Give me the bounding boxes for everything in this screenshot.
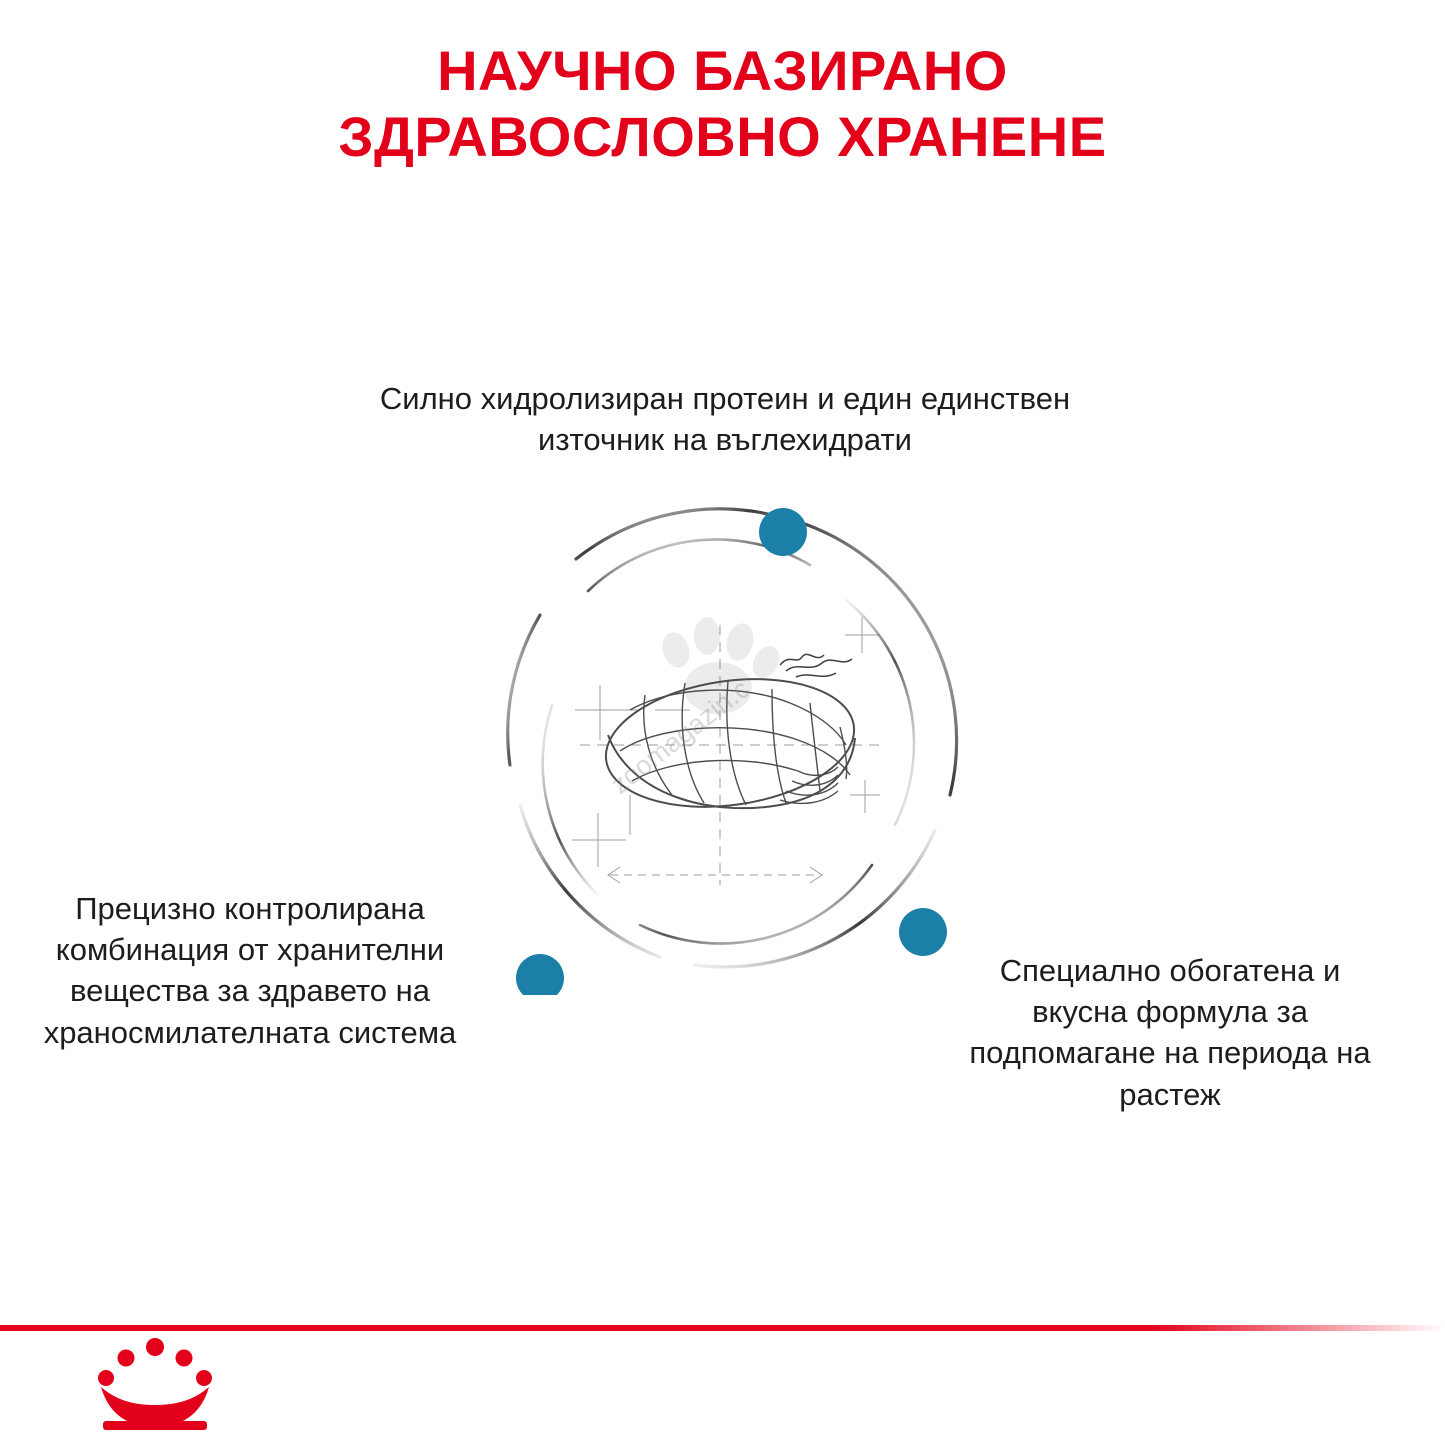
page-title xyxy=(0,38,1445,170)
sketch-grid xyxy=(572,617,880,885)
central-diagram xyxy=(480,495,980,995)
callout-left-text: Прецизно контролирана комбинация от хранителни вещества за здравето на храносмилателната система xyxy=(43,891,457,1050)
node-dot-top xyxy=(759,508,807,556)
footer-bar-fade xyxy=(1150,1325,1445,1331)
page-title-line-1: НАУЧНО БАЗИРАНО xyxy=(437,39,1008,102)
outer-ring-arcs xyxy=(508,509,957,967)
sketch-signature xyxy=(780,654,852,677)
royal-canin-crown-logo-icon xyxy=(95,1337,215,1432)
node-dot-bottom-left xyxy=(516,954,564,995)
footer-logo-label xyxy=(0,1315,1,1316)
footer xyxy=(0,1315,1445,1445)
callout-top-text: Силно хидролизиран протеин и един единствен източник на въглехидрати xyxy=(379,381,1071,458)
page-title-line-2: ЗДРАВОСЛОВНО ХРАНЕНЕ xyxy=(338,105,1107,169)
svg-text:zoomagazin.c: zoomagazin.c xyxy=(605,673,755,800)
node-dot-right xyxy=(899,908,947,956)
callout-right-text: Специално обогатена и вкусна формула за подпомагане на периода на растеж xyxy=(969,953,1371,1112)
